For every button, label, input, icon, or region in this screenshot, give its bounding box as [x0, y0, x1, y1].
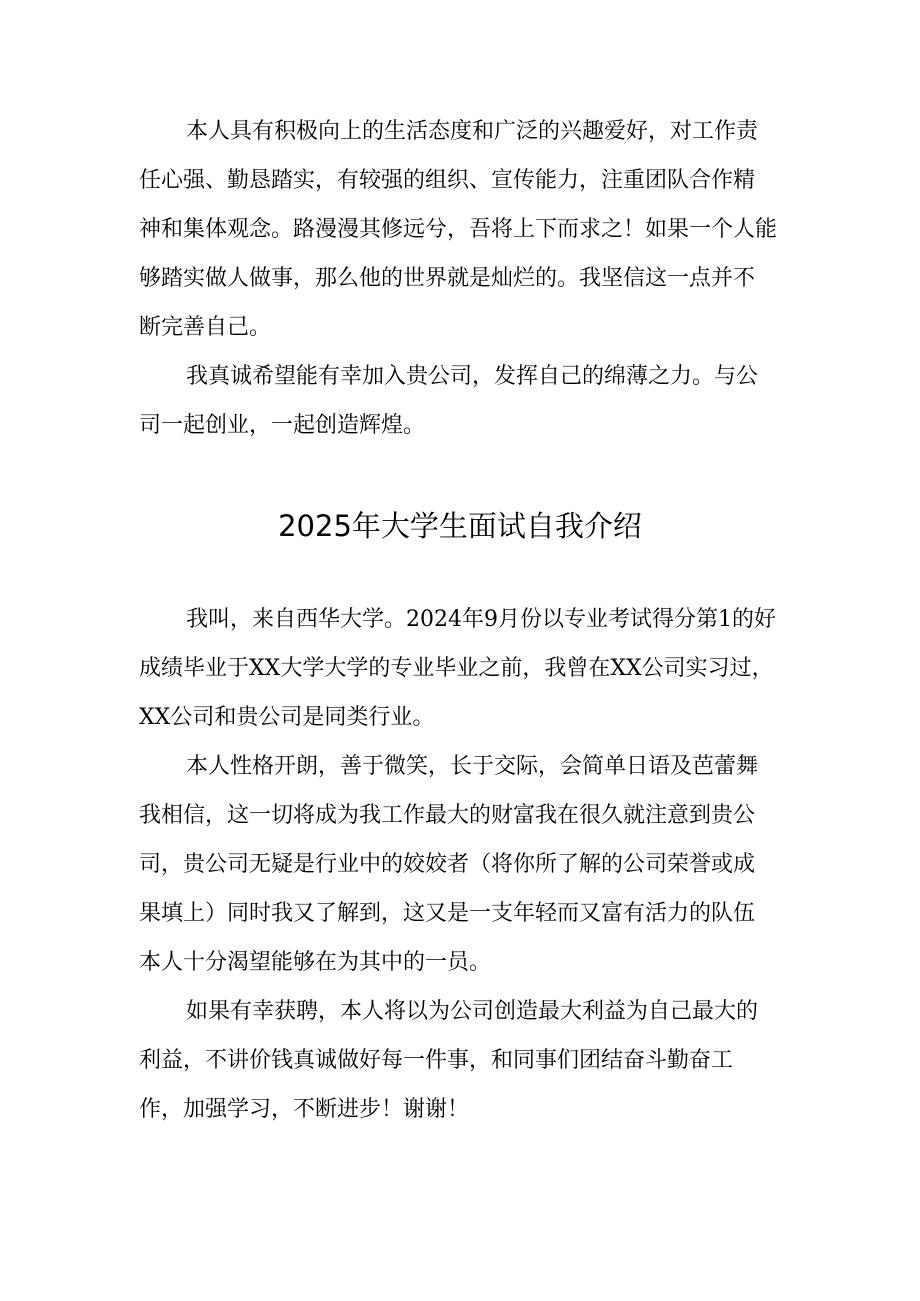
text-line: 我相信，这一切将成为我工作最大的财富我在很久就注意到贵公 — [139, 803, 756, 828]
text-line: 作，加强学习，不断进步！谢谢！ — [139, 1097, 470, 1122]
text-line: 如果有幸获聘，本人将以为公司创造最大利益为自己最大的 — [186, 999, 759, 1024]
text-line: 够踏实做人做事，那么他的世界就是灿烂的。我坚信这一点并不 — [139, 266, 756, 291]
text-line: 果填上）同时我又了解到，这又是一支年轻而又富有活力的队伍 — [139, 901, 756, 926]
text-line: 神和集体观念。路漫漫其修远兮，吾将上下而求之！如果一个人能 — [139, 217, 778, 242]
text-line: 本人十分渴望能够在为其中的一员。 — [139, 950, 492, 975]
text-line: 成绩毕业于XX大学大学的专业毕业之前，我曾在XX公司实习过， — [139, 656, 774, 681]
page-title: 2025年大学生面试自我介绍 — [278, 509, 642, 543]
text-line: 任心强、勤恳踏实，有较强的组织、宣传能力，注重团队合作精 — [139, 168, 756, 193]
text-line: 本人具有积极向上的生活态度和广泛的兴趣爱好，对工作责 — [186, 119, 759, 144]
text-line: 断完善自己。 — [139, 315, 272, 340]
text-line: 利益，不讲价钱真诚做好每一件事，和同事们团结奋斗勤奋工 — [139, 1048, 734, 1073]
text-line: 司一起创业，一起创造辉煌。 — [139, 413, 426, 438]
text-line: 本人性格开朗，善于微笑，长于交际，会简单日语及芭蕾舞 — [186, 754, 759, 779]
text-line: 司，贵公司无疑是行业中的姣姣者（将你所了解的公司荣誉或成 — [139, 852, 756, 877]
text-line: 我真诚希望能有幸加入贵公司，发挥自己的绵薄之力。与公 — [186, 364, 759, 389]
text-line: XX公司和贵公司是同类行业。 — [139, 705, 435, 730]
text-line: 我叫，来自西华大学。2024年9月份以专业考试得分第1的好 — [186, 607, 776, 632]
